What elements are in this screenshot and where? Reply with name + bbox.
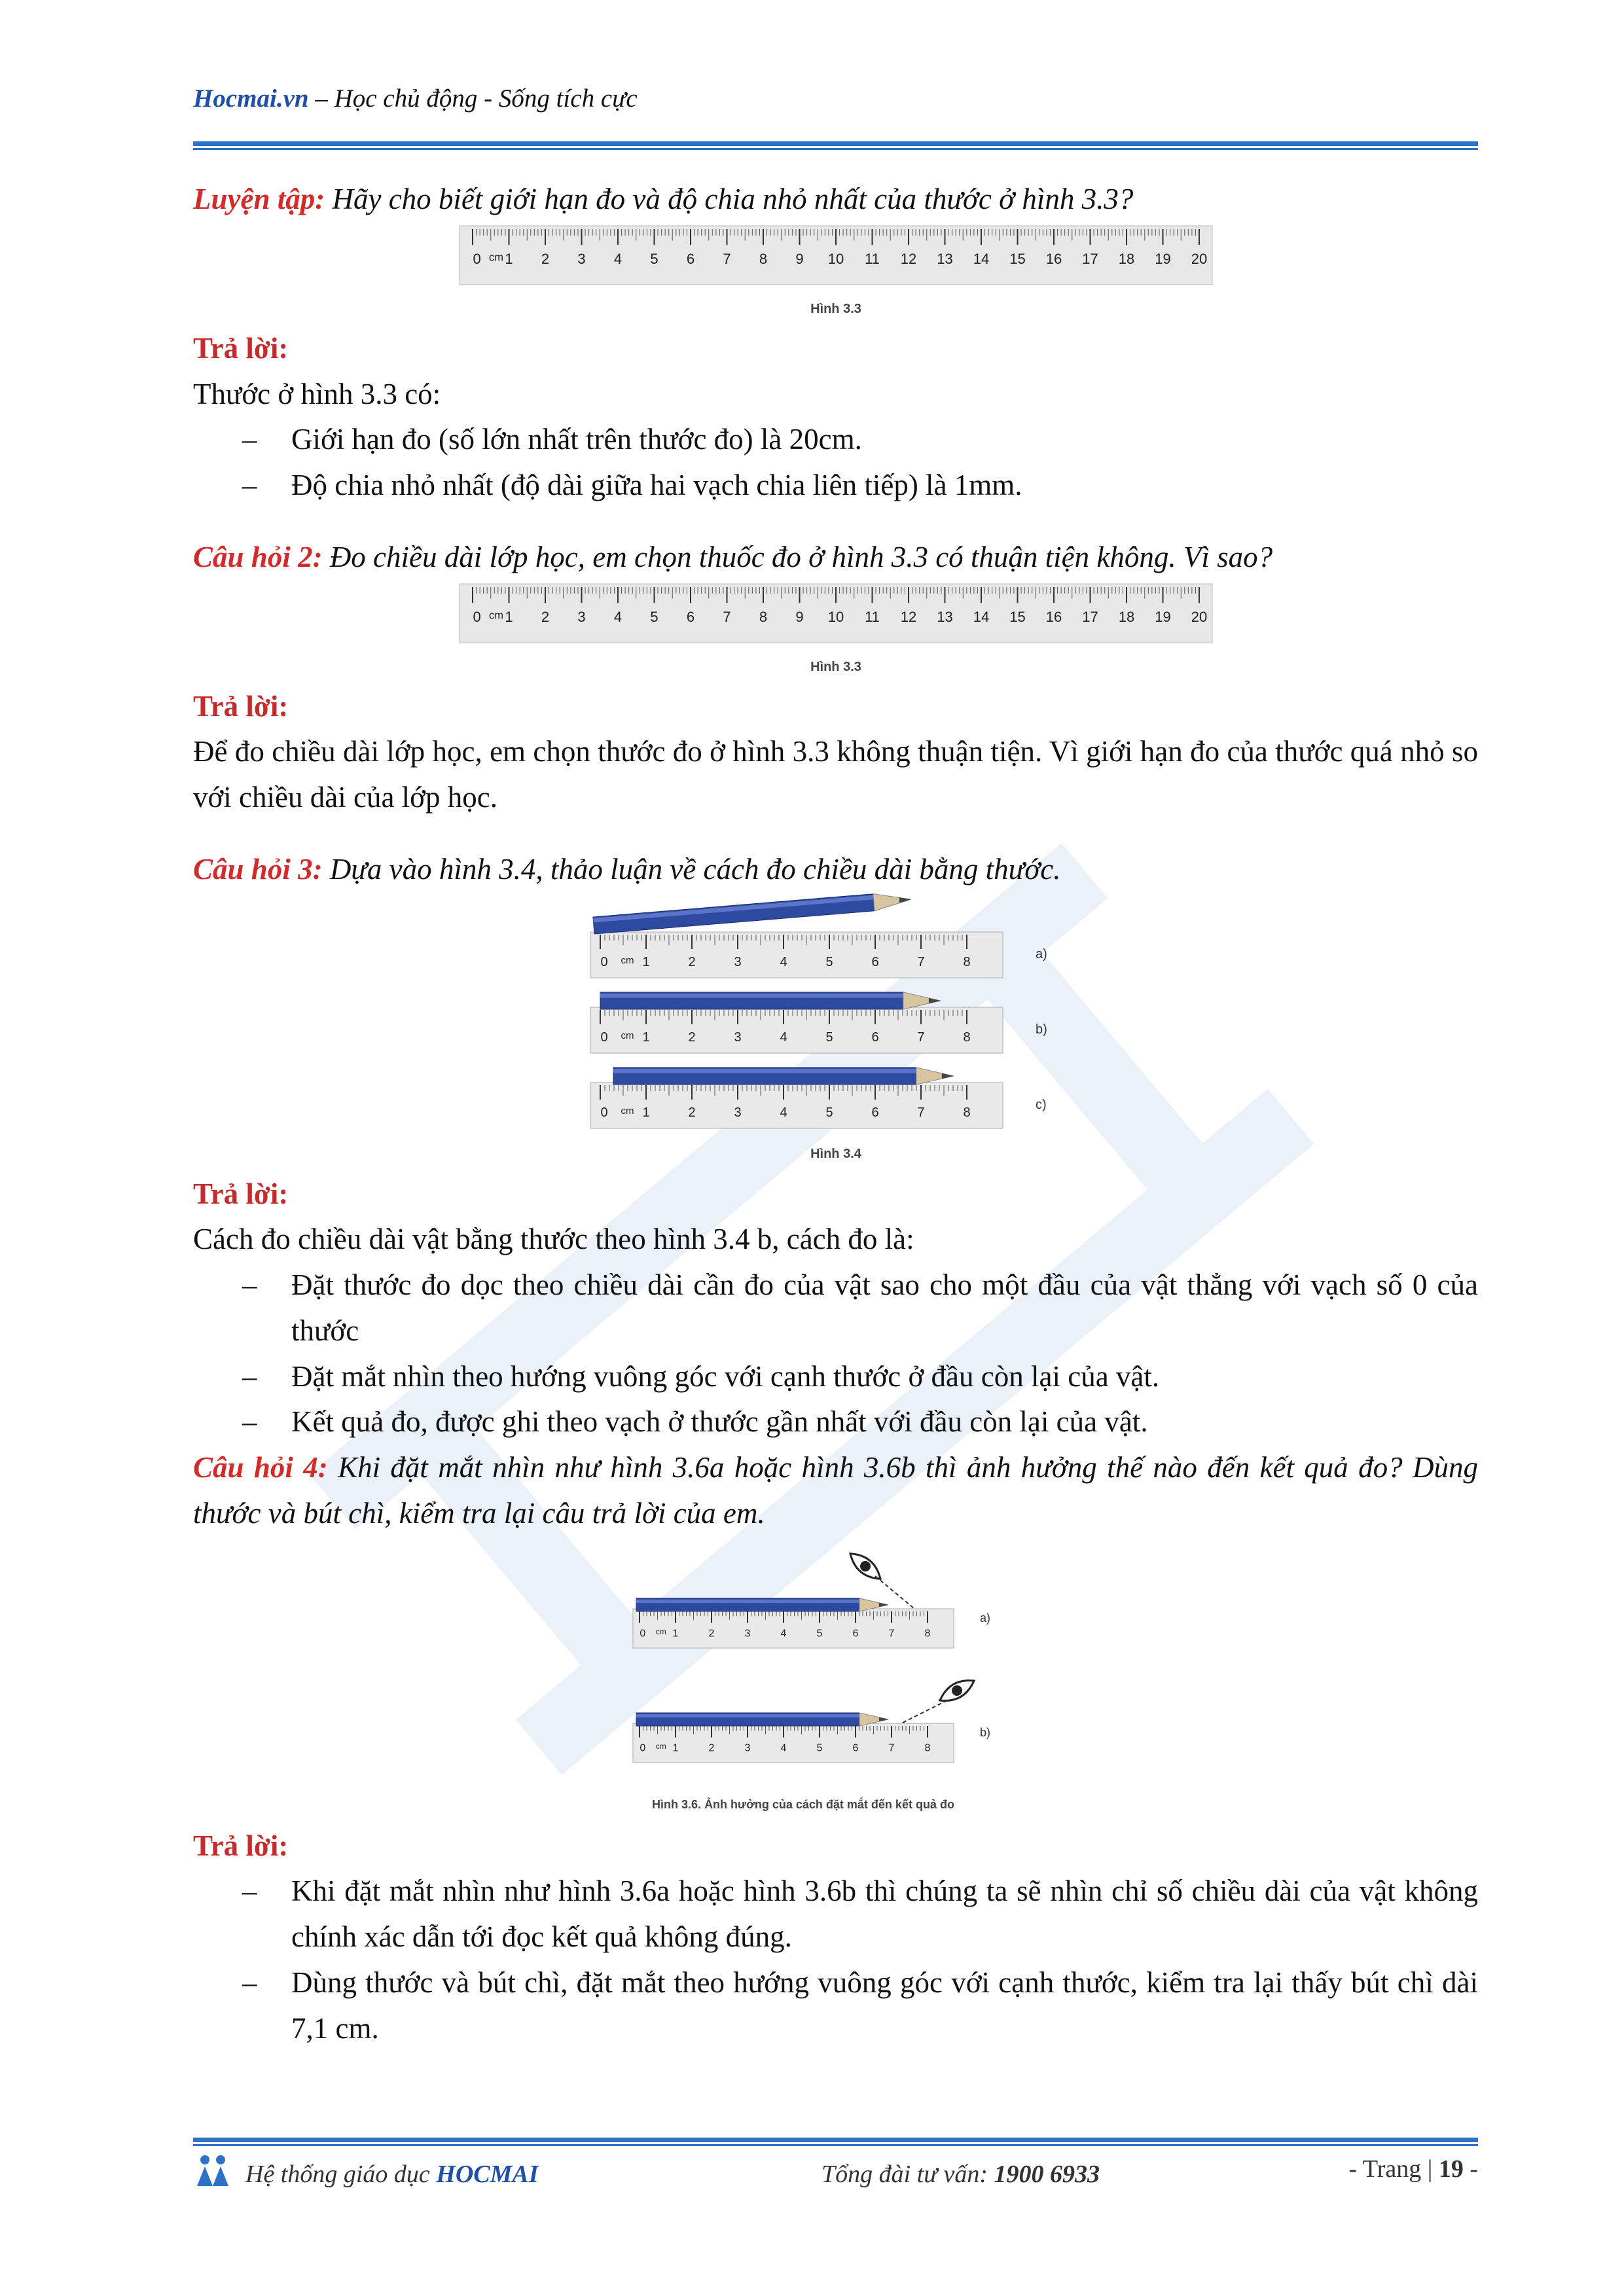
pencil xyxy=(600,992,941,1009)
figure-row-label: a) xyxy=(979,1611,990,1624)
ruler-tick-label: 10 xyxy=(827,250,844,267)
ruler-tick-label: 14 xyxy=(973,250,989,267)
ruler-tick-label: 1 xyxy=(672,1742,678,1753)
ruler-tick-label: 3 xyxy=(744,1742,750,1753)
footer-org-name: HOCMAI xyxy=(436,2161,539,2188)
ruler-tick-label: 14 xyxy=(973,608,989,625)
question-3: Câu hỏi 3: Dựa vào hình 3.4, thảo luận về cách đo chiều dài bằng thước. xyxy=(193,852,1061,886)
ruler-tick-label: 7 xyxy=(722,250,731,267)
ruler-tick-label: 20 xyxy=(1191,608,1207,625)
figure-caption: Hình 3.3 xyxy=(810,659,861,674)
ruler-tick-label: 1 xyxy=(641,1105,650,1120)
footer-org: Hệ thống giáo dục HOCMAI xyxy=(245,2161,539,2188)
ruler-tick-label: 15 xyxy=(1009,250,1026,267)
answer-text: Để đo chiều dài lớp học, em chọn thước đo ở hình 3.3 không thuận tiện. Vì giới hạn đo của thước quá nhỏ so với chiều dài của lớp học. xyxy=(193,735,1478,814)
ruler-body xyxy=(590,1007,1003,1053)
ruler-tick-label: 3 xyxy=(744,1627,750,1639)
ruler-tick-label: 8 xyxy=(962,1105,971,1120)
ruler-tick-label: 2 xyxy=(687,1030,696,1045)
ruler-body xyxy=(590,932,1003,978)
hocmai-logo-icon xyxy=(193,2151,232,2190)
ruler-tick-label: 12 xyxy=(900,250,916,267)
ruler-tick-label: 15 xyxy=(1009,608,1026,625)
ruler-unit-label: cm xyxy=(655,1741,666,1751)
header-rule xyxy=(193,141,1478,151)
list-item: – Độ chia nhỏ nhất (độ dài giữa hai vạch chia liên tiếp) là 1mm. xyxy=(242,469,1022,501)
pencil-lead xyxy=(928,997,940,1003)
ruler-tick-label: 6 xyxy=(852,1742,858,1753)
page-number: - Trang | 19 - xyxy=(1348,2155,1478,2183)
ruler-tick-label: 2 xyxy=(708,1742,714,1753)
ruler-tick-label: 2 xyxy=(541,250,549,267)
question-2-label: Câu hỏi 2: xyxy=(193,540,323,573)
ruler-tick-label: 2 xyxy=(687,1105,696,1120)
pencil-lead xyxy=(879,1602,888,1606)
ruler-tick-label: 18 xyxy=(1118,608,1134,625)
eye-icon xyxy=(845,1548,884,1584)
ruler-tick-label: 6 xyxy=(852,1627,858,1639)
list-item: – Khi đặt mắt nhìn như hình 3.6a hoặc hình 3.6b thì chúng ta sẽ nhìn chỉ số chiều dài của vật không chính xác dẫn tới đọc kết quả không đúng. xyxy=(242,1874,1478,1953)
ruler-unit-label: cm xyxy=(621,1030,634,1041)
pencil-highlight xyxy=(636,1600,859,1603)
ruler-tick-label: 4 xyxy=(613,608,622,625)
ruler-tick-label: 3 xyxy=(733,1030,742,1045)
ruler-tick-label: 13 xyxy=(936,250,953,267)
ruler-tick-label: 10 xyxy=(827,608,844,625)
sight-line xyxy=(901,1700,947,1723)
ruler-tick-label: 2 xyxy=(708,1627,714,1639)
ruler-tick-label: 3 xyxy=(733,954,742,969)
ruler-unit-label: cm xyxy=(488,609,503,621)
ruler-tick-label: 1 xyxy=(641,1030,650,1045)
ruler-unit-label: cm xyxy=(621,1105,634,1117)
ruler-tick-label: 0 xyxy=(600,954,608,969)
list-item: – Đặt mắt nhìn theo hướng vuông góc với cạnh thước ở đầu còn lại của vật. xyxy=(242,1359,1160,1393)
practice-label: Luyện tập: xyxy=(193,183,325,215)
ruler-tick-label: 3 xyxy=(577,250,586,267)
ruler-tick-label: 0 xyxy=(639,1627,645,1639)
pencil-highlight xyxy=(600,994,903,998)
ruler-tick-label: 17 xyxy=(1081,250,1098,267)
ruler-tick-label: 4 xyxy=(779,1030,787,1045)
ruler-tick-label: 20 xyxy=(1191,250,1207,267)
ruler-tick-label: 8 xyxy=(924,1742,930,1753)
footer-rule xyxy=(193,2138,1478,2147)
page-header xyxy=(193,84,638,113)
figure-row-label: b) xyxy=(1035,1022,1047,1037)
figure-row-label: c) xyxy=(1035,1097,1047,1112)
figure-row-label: a) xyxy=(1035,946,1047,961)
ruler-tick-label: 7 xyxy=(888,1627,894,1639)
ruler-tick-label: 6 xyxy=(686,250,695,267)
list-item: – Kết quả đo, được ghi theo vạch ở thước gần nhất với đầu còn lại của vật. xyxy=(242,1405,1148,1439)
ruler-body xyxy=(590,1083,1003,1128)
pencil-highlight xyxy=(636,1714,859,1717)
ruler-tick-label: 0 xyxy=(639,1742,645,1753)
ruler-tick-label: 6 xyxy=(871,954,879,969)
ruler-unit-label: cm xyxy=(655,1626,666,1636)
ruler-tick-label: 0 xyxy=(472,608,481,625)
ruler-tick-label: 7 xyxy=(888,1742,894,1753)
pencil xyxy=(592,893,911,934)
figure-caption: Hình 3.6. Ảnh hưởng của cách đặt mắt đến kết quả đo xyxy=(651,1797,954,1811)
ruler-tick-label: 6 xyxy=(871,1030,879,1045)
ruler-tick-label: 5 xyxy=(825,1105,833,1120)
ruler-figure-3-4 xyxy=(584,893,1088,1168)
ruler-tick-label: 6 xyxy=(871,1105,879,1120)
question-2: Câu hỏi 2: Đo chiều dài lớp học, em chọn thuốc đo ở hình 3.3 có thuận tiện không. Vì sao? xyxy=(193,540,1273,573)
answer-label: Trả lời: xyxy=(193,1177,289,1210)
brand-name[interactable]: Hocmai.vn xyxy=(193,84,309,113)
ruler-tick-label: 16 xyxy=(1045,250,1062,267)
ruler-tick-label: 0 xyxy=(600,1030,608,1045)
ruler-tick-label: 7 xyxy=(722,608,731,625)
ruler-tick-label: 0 xyxy=(472,250,481,267)
ruler-tick-label: 0 xyxy=(600,1105,608,1120)
pencil xyxy=(636,1598,888,1611)
answer-intro: Cách đo chiều dài vật bằng thước theo hình 3.4 b, cách đo là: xyxy=(193,1223,914,1256)
list-item: – Dùng thước và bút chì, đặt mắt theo hướng vuông góc với cạnh thước, kiểm tra lại thấy bút chì dài 7,1 cm. xyxy=(242,1965,1478,2045)
ruler-tick-label: 18 xyxy=(1118,250,1134,267)
ruler-tick-label: 19 xyxy=(1154,608,1171,625)
ruler-tick-label: 6 xyxy=(686,608,695,625)
answer-label: Trả lời: xyxy=(193,1829,289,1862)
ruler-tick-label: 1 xyxy=(504,250,513,267)
ruler-tick-label: 8 xyxy=(962,954,971,969)
ruler-tick-label: 19 xyxy=(1154,250,1171,267)
practice-question: Luyện tập: Hãy cho biết giới hạn đo và độ chia nhỏ nhất của thước ở hình 3.3? xyxy=(193,183,1134,215)
ruler-tick-label: 1 xyxy=(504,608,513,625)
ruler-tick-label: 7 xyxy=(916,954,925,969)
ruler-tick-label: 7 xyxy=(916,1105,925,1120)
ruler-tick-label: 4 xyxy=(780,1627,786,1639)
header-tagline: – Học chủ động - Sống tích cực xyxy=(308,84,638,113)
ruler-tick-label: 9 xyxy=(795,608,804,625)
hotline-number[interactable]: 1900 6933 xyxy=(994,2161,1100,2188)
ruler-tick-label: 1 xyxy=(641,954,650,969)
ruler-tick-label: 8 xyxy=(924,1627,930,1639)
ruler-tick-label: 4 xyxy=(613,250,622,267)
ruler-unit-label: cm xyxy=(488,251,503,264)
ruler-tick-label: 2 xyxy=(687,954,696,969)
ruler-tick-label: 5 xyxy=(825,954,833,969)
pencil-highlight xyxy=(613,1069,916,1073)
ruler-tick-label: 5 xyxy=(649,250,659,267)
pencil-lead xyxy=(879,1717,888,1721)
ruler-figure-3-6 xyxy=(626,1537,1045,1818)
ruler-tick-label: 12 xyxy=(900,608,916,625)
question-4-label: Câu hỏi 4: xyxy=(193,1451,328,1484)
ruler-tick-label: 13 xyxy=(936,608,953,625)
list-item: – Giới hạn đo (số lớn nhất trên thước đo) là 20cm. xyxy=(242,423,862,456)
figure-caption: Hình 3.4 xyxy=(810,1146,861,1161)
pencil xyxy=(613,1067,954,1085)
ruler-tick-label: 4 xyxy=(779,954,787,969)
ruler-tick-label: 5 xyxy=(816,1627,822,1639)
ruler-tick-label: 5 xyxy=(649,608,659,625)
ruler-tick-label: 3 xyxy=(733,1105,742,1120)
answer-label: Trả lời: xyxy=(193,331,289,365)
ruler-tick-label: 4 xyxy=(780,1742,786,1753)
pencil-tip xyxy=(873,893,911,911)
ruler-tick-label: 11 xyxy=(864,250,880,267)
ruler-tick-label: 1 xyxy=(672,1627,678,1639)
page-content xyxy=(193,177,1478,2051)
ruler-tick-label: 11 xyxy=(864,608,880,625)
pencil-lead xyxy=(941,1073,953,1078)
ruler-tick-label: 7 xyxy=(916,1030,925,1045)
footer-hotline: Tổng đài tư vấn: 1900 6933 xyxy=(821,2161,1100,2188)
ruler-tick-label: 5 xyxy=(825,1030,833,1045)
ruler-tick-label: 2 xyxy=(541,608,549,625)
answer-label: Trả lời: xyxy=(193,689,289,723)
ruler-tick-label: 5 xyxy=(816,1742,822,1753)
ruler-tick-label: 16 xyxy=(1045,608,1062,625)
ruler-tick-label: 9 xyxy=(795,250,804,267)
figure-row-label: b) xyxy=(979,1725,990,1739)
eye-icon xyxy=(936,1674,977,1706)
ruler-figure-3-3-repeat xyxy=(453,581,1219,679)
list-item: – Đặt thước đo dọc theo chiều dài cần đo của vật sao cho một đầu của vật thẳng với vạch số 0 của thước xyxy=(242,1268,1478,1347)
ruler-tick-label: 17 xyxy=(1081,608,1098,625)
figure-caption: Hình 3.3 xyxy=(810,301,861,316)
ruler-tick-label: 4 xyxy=(779,1105,787,1120)
ruler-tick-label: 3 xyxy=(577,608,586,625)
ruler-figure-3-3 xyxy=(453,223,1219,321)
question-4: Câu hỏi 4: Khi đặt mắt nhìn như hình 3.6a hoặc hình 3.6b thì ảnh hưởng thế nào đến kết quả đo? Dùng thước và bút chì, kiểm tra lại câu trả lời của em. xyxy=(193,1451,1478,1530)
answer-intro: Thước ở hình 3.3 có: xyxy=(193,377,441,410)
pencil xyxy=(636,1713,888,1726)
ruler-unit-label: cm xyxy=(621,954,634,966)
ruler-tick-label: 8 xyxy=(759,608,767,625)
ruler-tick-label: 8 xyxy=(759,250,767,267)
ruler-tick-label: 8 xyxy=(962,1030,971,1045)
question-3-label: Câu hỏi 3: xyxy=(193,852,323,886)
